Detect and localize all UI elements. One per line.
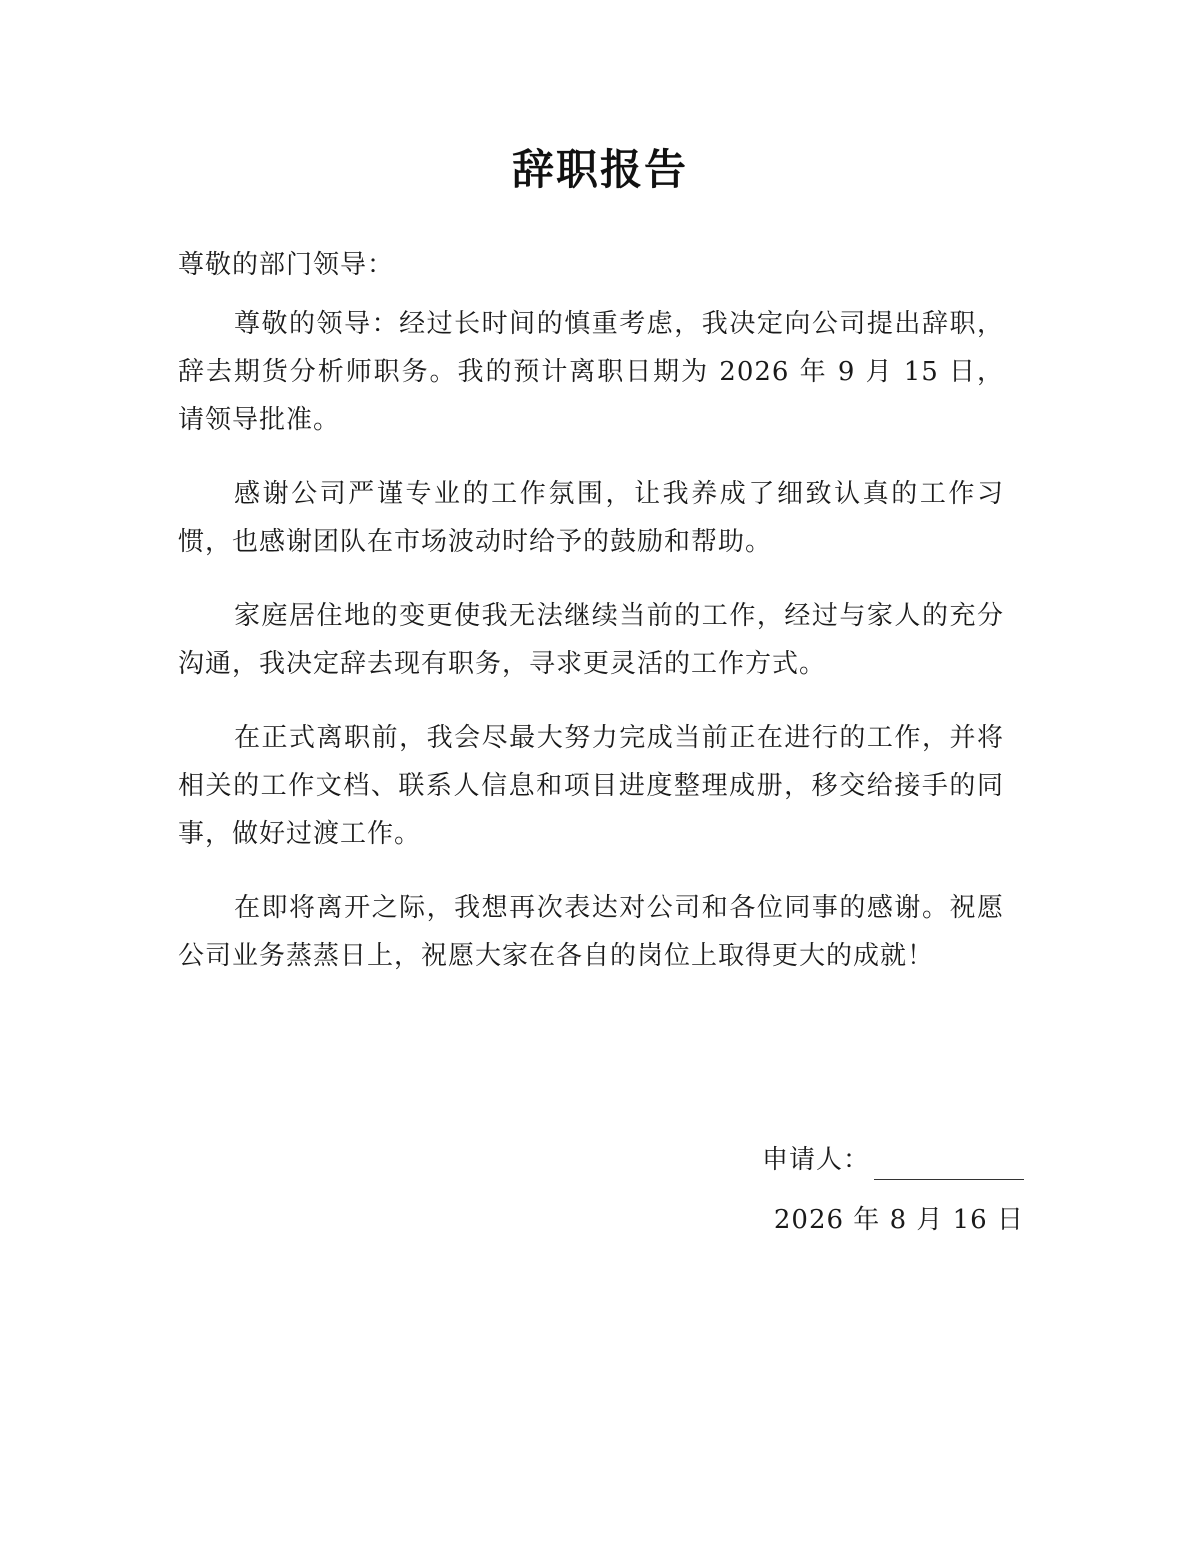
paragraph-gratitude: 感谢公司严谨专业的工作氛围，让我养成了细致认真的工作习惯，也感谢团队在市场波动时给予的鼓励和帮助。 (178, 479, 1004, 557)
document-date: 2026 年 8 月 16 日 (773, 1205, 1024, 1235)
paragraph-handover: 在正式离职前，我会尽最大努力完成当前正在进行的工作，并将相关的工作文档、联系人信息和项目进度整理成册，移交给接手的同事，做好过渡工作。 (178, 723, 1004, 849)
paragraph-resignation-notice: 尊敬的领导：经过长时间的慎重考虑，我决定向公司提出辞职，辞去期货分析师职务。我的预计离职日期为 2026 年 9 月 15 日，请领导批准。 (178, 309, 1004, 435)
paragraph-reason: 家庭居住地的变更使我无法继续当前的工作，经过与家人的充分沟通，我决定辞去现有职务，寻求更灵活的工作方式。 (178, 601, 1004, 679)
document-body (178, 300, 1004, 1006)
signature-line (874, 1149, 1024, 1180)
paragraph-closing-wishes: 在即将离开之际，我想再次表达对公司和各位同事的感谢。祝愿公司业务蒸蒸日上，祝愿大家在各自的岗位上取得更大的成就！ (178, 893, 1004, 971)
applicant-label: 申请人： (761, 1145, 870, 1175)
document-title: 辞职报告 (511, 145, 688, 194)
signature-block (762, 1140, 1024, 1180)
salutation: 尊敬的部门领导： (178, 250, 395, 280)
